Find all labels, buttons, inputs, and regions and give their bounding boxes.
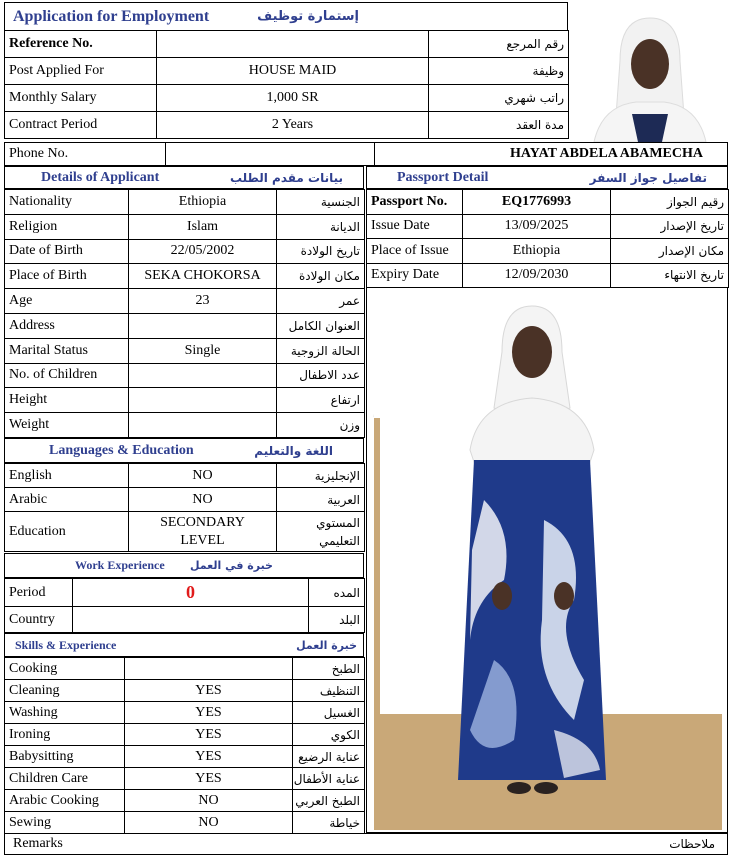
- languages-table: [4, 463, 365, 552]
- period-label-arabic: المده: [309, 579, 365, 607]
- skill-row-cooking: [5, 658, 365, 680]
- label-arabic-date-of-birth: تاريخ الولادة: [277, 239, 365, 264]
- label-arabic-sewing: خياطة: [293, 812, 365, 834]
- value-monthly-salary: 1,000 SR: [157, 85, 429, 112]
- passport-row-place-of-issue: [367, 239, 729, 264]
- value-cooking: [125, 658, 293, 680]
- value-reference-no: [157, 31, 429, 58]
- applicant-row-address: [5, 313, 365, 338]
- applicant-row-height: [5, 388, 365, 413]
- label-issue-date: Issue Date: [367, 214, 463, 239]
- label-arabic-place-of-issue: مكان الإصدار: [611, 239, 729, 264]
- value-ironing: YES: [125, 724, 293, 746]
- top-row-monthly-salary: [5, 85, 569, 112]
- label-washing: Washing: [5, 702, 125, 724]
- languages-heading: Languages & Education اللغة والتعليم: [4, 438, 364, 463]
- label-arabic-post-applied-for: وظيفة: [429, 58, 569, 85]
- top-info-table: [4, 30, 569, 139]
- label-passport-no: Passport No.: [367, 190, 463, 215]
- label-arabic-place-of-birth: مكان الولادة: [277, 264, 365, 289]
- passport-table: [366, 189, 729, 288]
- applicant-row-place-of-birth: [5, 264, 365, 289]
- applicant-table: [4, 189, 365, 438]
- applicant-row-marital-status: [5, 338, 365, 363]
- value-children-care: YES: [125, 768, 293, 790]
- country-label: Country: [5, 607, 73, 633]
- label-english: English: [5, 464, 129, 488]
- value-religion: Islam: [129, 214, 277, 239]
- value-expiry-date: 12/09/2030: [463, 263, 611, 288]
- applicant-row-religion: [5, 214, 365, 239]
- applicant-row-date-of-birth: [5, 239, 365, 264]
- label-reference-no: Reference No.: [5, 31, 157, 58]
- skill-row-babysitting: [5, 746, 365, 768]
- label-arabic-no-of-children: عدد الاطفال: [277, 363, 365, 388]
- label-cooking: Cooking: [5, 658, 125, 680]
- value-height: [129, 388, 277, 413]
- label-arabic-age: عمر: [277, 289, 365, 314]
- label-cleaning: Cleaning: [5, 680, 125, 702]
- remarks-label-arabic: ملاحظات: [669, 837, 715, 851]
- value-nationality: Ethiopia: [129, 190, 277, 215]
- label-ironing: Ironing: [5, 724, 125, 746]
- value-cleaning: YES: [125, 680, 293, 702]
- value-date-of-birth: 22/05/2002: [129, 239, 277, 264]
- value-place-of-issue: Ethiopia: [463, 239, 611, 264]
- period-label: Period: [5, 579, 73, 607]
- applicant-name: HAYAT ABDELA ABAMECHA: [510, 146, 703, 161]
- language-row-arabic: [5, 488, 365, 512]
- applicant-heading: Details of Applicant بيانات مقدم الطلب: [4, 166, 364, 189]
- label-arabic-washing: الغسيل: [293, 702, 365, 724]
- label-height: Height: [5, 388, 129, 413]
- value-marital-status: Single: [129, 338, 277, 363]
- top-row-contract-period: [5, 112, 569, 139]
- label-date-of-birth: Date of Birth: [5, 239, 129, 264]
- label-arabic-expiry-date: تاريخ الانتهاء: [611, 263, 729, 288]
- label-arabic-contract-period: مدة العقد: [429, 112, 569, 139]
- value-washing: YES: [125, 702, 293, 724]
- passport-row-expiry-date: [367, 263, 729, 288]
- value-address: [129, 313, 277, 338]
- label-arabic-issue-date: تاريخ الإصدار: [611, 214, 729, 239]
- label-babysitting: Babysitting: [5, 746, 125, 768]
- work-period-row: [5, 579, 365, 607]
- country-label-arabic: البلد: [309, 607, 365, 633]
- label-arabic-religion: الديانة: [277, 214, 365, 239]
- label-post-applied-for: Post Applied For: [5, 58, 157, 85]
- label-religion: Religion: [5, 214, 129, 239]
- label-sewing: Sewing: [5, 812, 125, 834]
- label-arabic-arabic: العربية: [277, 488, 365, 512]
- value-english: NO: [129, 464, 277, 488]
- value-place-of-birth: SEKA CHOKORSA: [129, 264, 277, 289]
- label-age: Age: [5, 289, 129, 314]
- passport-portrait-photo: [580, 6, 720, 142]
- applicant-row-no-of-children: [5, 363, 365, 388]
- applicant-row-age: [5, 289, 365, 314]
- label-arabic-children-care: عناية الأطفال: [293, 768, 365, 790]
- work-heading: Work Experience خبرة في العمل: [4, 553, 364, 578]
- label-no-of-children: No. of Children: [5, 363, 129, 388]
- country-value: [73, 607, 309, 633]
- label-marital-status: Marital Status: [5, 338, 129, 363]
- work-country-row: [5, 607, 365, 633]
- value-weight: [129, 413, 277, 438]
- skill-row-sewing: [5, 812, 365, 834]
- phone-label: Phone No.: [5, 143, 166, 165]
- phone-row: [4, 142, 728, 166]
- form-title: Application for Employment: [13, 7, 210, 25]
- label-arabic-english: الإنجليزية: [277, 464, 365, 488]
- label-arabic-address: العنوان الكامل: [277, 313, 365, 338]
- value-post-applied-for: HOUSE MAID: [157, 58, 429, 85]
- label-arabic-ironing: الكوي: [293, 724, 365, 746]
- value-arabic: NO: [129, 488, 277, 512]
- label-arabic-arabic-cooking: الطبخ العربي: [293, 790, 365, 812]
- full-body-photo: [374, 300, 722, 830]
- education-value: SECONDARY LEVEL: [129, 512, 277, 552]
- label-arabic-weight: وزن: [277, 413, 365, 438]
- title-bar: [4, 2, 568, 30]
- form-title-arabic: إستمارة توظيف: [257, 9, 359, 24]
- passport-row-passport-no: [367, 190, 729, 215]
- label-monthly-salary: Monthly Salary: [5, 85, 157, 112]
- label-address: Address: [5, 313, 129, 338]
- label-arabic-height: ارتفاع: [277, 388, 365, 413]
- label-weight: Weight: [5, 413, 129, 438]
- label-arabic-cleaning: التنظيف: [293, 680, 365, 702]
- label-arabic: Arabic: [5, 488, 129, 512]
- label-arabic-nationality: الجنسية: [277, 190, 365, 215]
- label-nationality: Nationality: [5, 190, 129, 215]
- skill-row-arabic-cooking: [5, 790, 365, 812]
- remarks-row: [4, 833, 728, 855]
- skill-row-children-care: [5, 768, 365, 790]
- education-label-arabic: المستوي التعليمي: [277, 512, 365, 552]
- value-contract-period: 2 Years: [157, 112, 429, 139]
- skill-row-ironing: [5, 724, 365, 746]
- value-issue-date: 13/09/2025: [463, 214, 611, 239]
- label-contract-period: Contract Period: [5, 112, 157, 139]
- label-arabic-babysitting: عناية الرضيع: [293, 746, 365, 768]
- label-expiry-date: Expiry Date: [367, 263, 463, 288]
- period-value: 0: [73, 579, 309, 607]
- label-arabic-cooking: الطبخ: [293, 658, 365, 680]
- value-babysitting: YES: [125, 746, 293, 768]
- label-place-of-issue: Place of Issue: [367, 239, 463, 264]
- label-arabic-marital-status: الحالة الزوجية: [277, 338, 365, 363]
- passport-heading: Passport Detail تفاصيل جواز السفر: [366, 166, 728, 189]
- value-no-of-children: [129, 363, 277, 388]
- label-arabic-cooking: Arabic Cooking: [5, 790, 125, 812]
- education-label: Education: [5, 512, 129, 552]
- label-arabic-monthly-salary: راتب شهري: [429, 85, 569, 112]
- value-passport-no: EQ1776993: [463, 190, 611, 215]
- top-row-reference-no: [5, 31, 569, 58]
- skill-row-cleaning: [5, 680, 365, 702]
- applicant-row-nationality: [5, 190, 365, 215]
- remarks-label: Remarks: [13, 836, 63, 851]
- phone-value: [166, 143, 375, 165]
- skill-row-washing: [5, 702, 365, 724]
- label-arabic-passport-no: رقيم الجواز: [611, 190, 729, 215]
- work-table: [4, 578, 365, 633]
- top-row-post-applied-for: [5, 58, 569, 85]
- language-row-english: [5, 464, 365, 488]
- label-children-care: Children Care: [5, 768, 125, 790]
- education-row: [5, 512, 365, 552]
- label-place-of-birth: Place of Birth: [5, 264, 129, 289]
- applicant-row-weight: [5, 413, 365, 438]
- skills-heading: Skills & Experience خبرة العمل: [4, 633, 364, 657]
- label-arabic-reference-no: رقم المرجع: [429, 31, 569, 58]
- skills-table: [4, 657, 365, 834]
- value-age: 23: [129, 289, 277, 314]
- value-arabic-cooking: NO: [125, 790, 293, 812]
- value-sewing: NO: [125, 812, 293, 834]
- passport-row-issue-date: [367, 214, 729, 239]
